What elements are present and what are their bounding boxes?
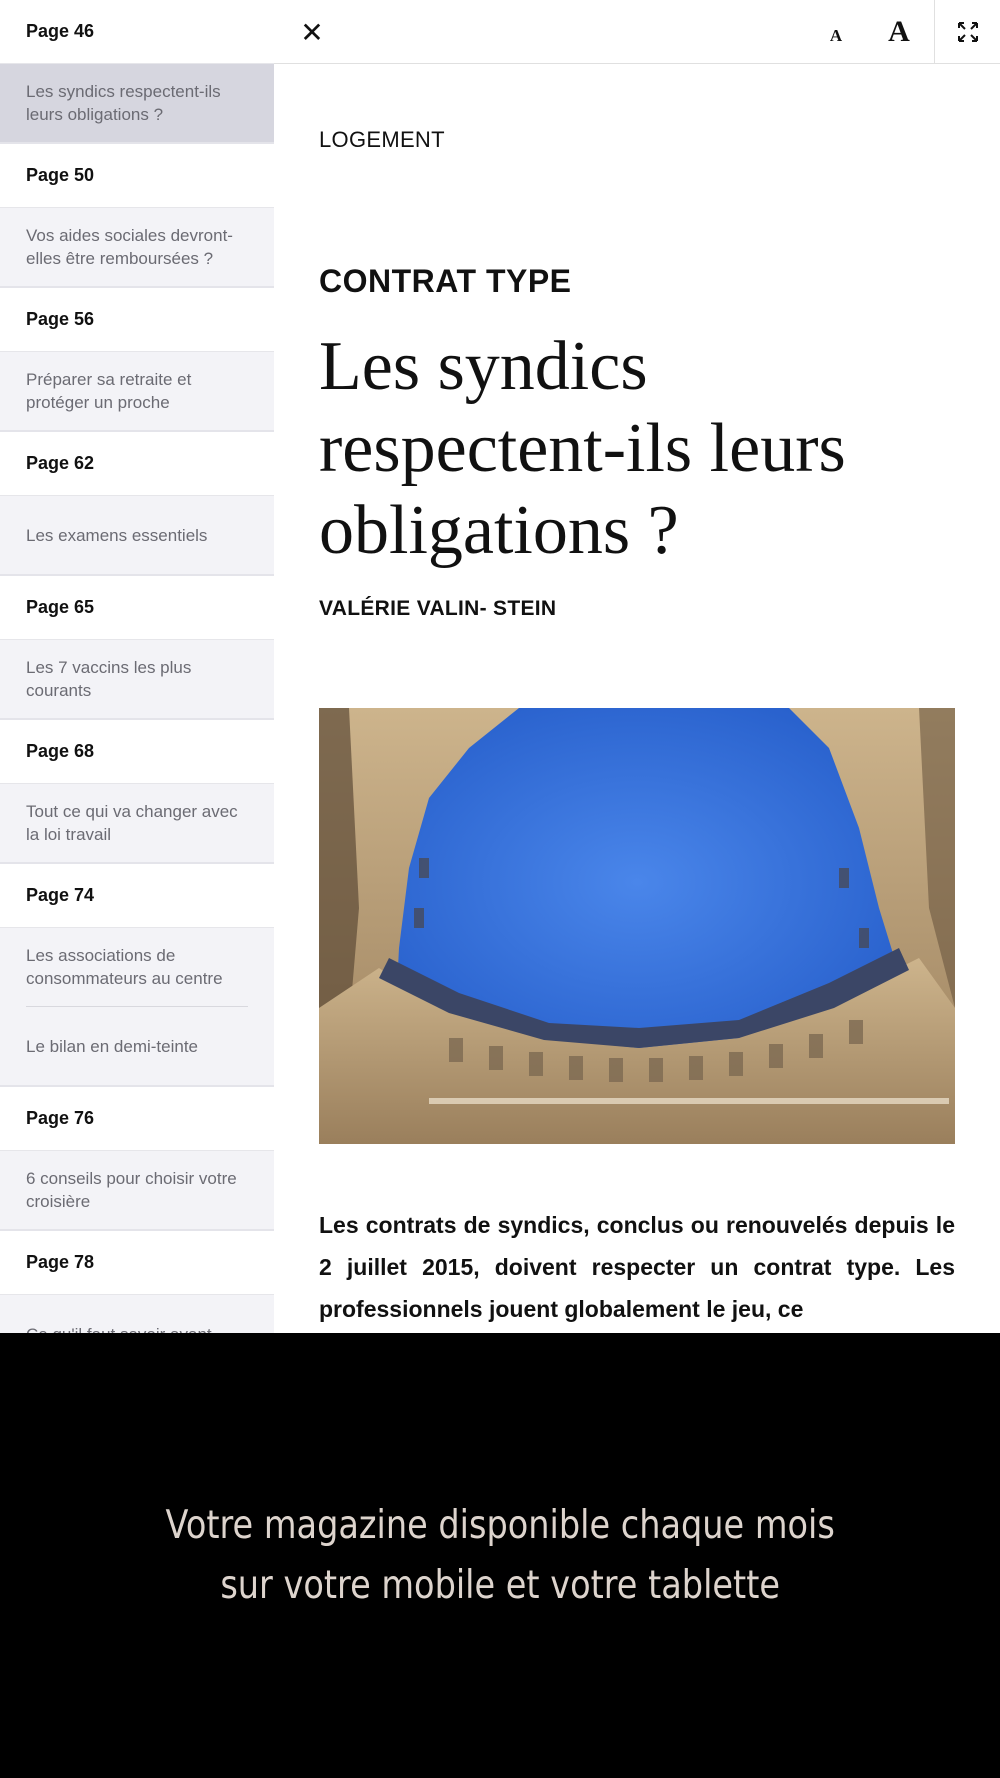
decrease-font-button[interactable]: A [829, 26, 843, 45]
toc-page-page-46[interactable]: Page 46 [0, 0, 274, 64]
toc-article-group [0, 784, 274, 864]
toc-article-group [0, 352, 274, 432]
promo-text [165, 1496, 834, 1616]
toc-article-group [0, 928, 274, 1087]
reader-toolbar [274, 0, 1000, 64]
toc-page-page-68[interactable]: Page 68 [0, 720, 274, 784]
toc-page-page-74[interactable]: Page 74 [0, 864, 274, 928]
increase-font-button[interactable]: A [888, 15, 910, 48]
fullscreen-button[interactable] [934, 0, 1000, 64]
article-body: Les contrats de syndics, conclus ou renouvelés depuis le 2 juillet 2015, doivent respecter un contrat type. Les professionnels jouent globalement le jeu, ce [319, 1212, 955, 1322]
toc-page-page-65[interactable]: Page 65 [0, 576, 274, 640]
promo-line-2: sur votre mobile et votre tablette [220, 1562, 780, 1608]
toc-article-item[interactable]: Tout ce qui va changer avec la loi travail [26, 802, 238, 844]
article-photo[interactable] [319, 708, 955, 1144]
toc-page-page-62[interactable]: Page 62 [0, 432, 274, 496]
toc-article-group [0, 1151, 274, 1231]
toc-article-item[interactable]: Préparer sa retraite et protéger un proche [26, 370, 192, 412]
fullscreen-icon [956, 20, 980, 44]
toc-page-page-78[interactable]: Page 78 [0, 1231, 274, 1295]
close-icon: ✕ [300, 15, 324, 49]
article-headline: Les syndics respectent-ils leurs obligations ? [319, 328, 846, 569]
toc-article-group [0, 208, 274, 288]
toc-article-group [0, 640, 274, 720]
toc-article-item[interactable]: Les examens essentiels [26, 525, 208, 545]
courtyard-photo-illustration [319, 708, 955, 1144]
article-view[interactable] [274, 64, 1000, 1333]
toc-article-item[interactable]: Vos aides sociales devront-elles être remboursées ? [26, 226, 233, 268]
toc-article-group [0, 64, 274, 144]
close-button[interactable] [292, 0, 332, 64]
table-of-contents-sidebar[interactable] [0, 0, 274, 1333]
promo-line-1: Votre magazine disponible chaque mois [165, 1502, 835, 1548]
promo-banner [0, 1333, 1000, 1778]
article-rubric: LOGEMENT [319, 127, 445, 152]
toc-page-page-56[interactable]: Page 56 [0, 288, 274, 352]
toc-article-group [0, 496, 274, 576]
article-author: VALÉRIE VALIN- STEIN [319, 597, 557, 620]
toc-article-item-active[interactable]: Les syndics respectent-ils leurs obligations ? [26, 82, 221, 124]
toc-article-item[interactable]: Le bilan en demi-teinte [26, 1036, 199, 1056]
article-kicker: CONTRAT TYPE [319, 263, 572, 299]
toc-article-item[interactable]: 6 conseils pour choisir votre croisière [26, 1169, 237, 1211]
toc-page-page-50[interactable]: Page 50 [0, 144, 274, 208]
toc-article-item[interactable]: Les 7 vaccins les plus courants [26, 658, 192, 700]
toc-article-item[interactable]: Les associations de consommateurs au centre [26, 946, 223, 988]
toc-page-page-76[interactable]: Page 76 [0, 1087, 274, 1151]
